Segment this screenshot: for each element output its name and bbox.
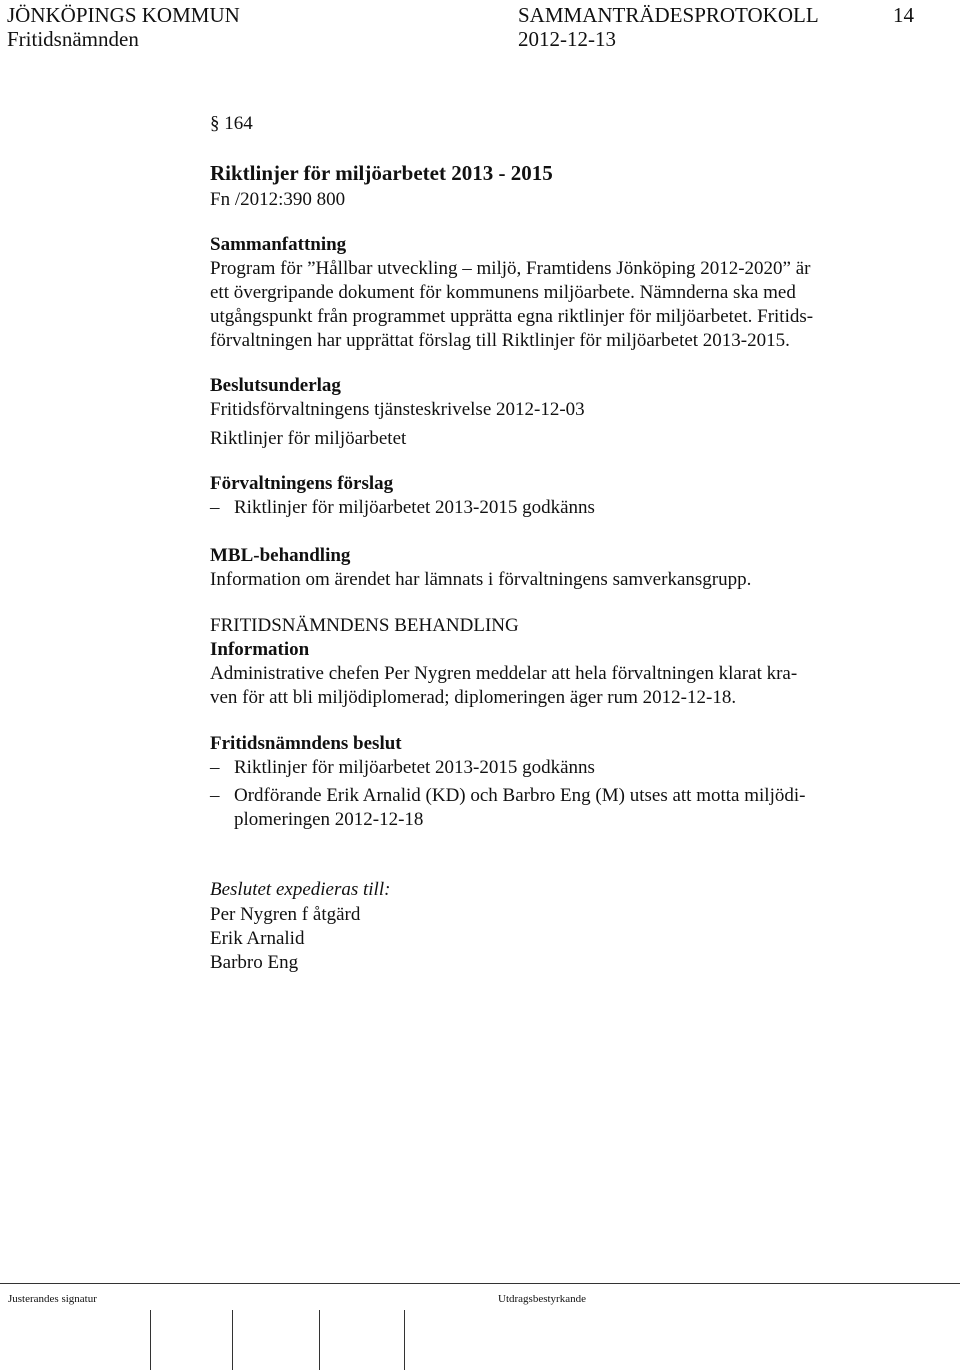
signature-label: Justerandes signatur <box>8 1293 97 1305</box>
extract-certification-label: Utdragsbestyrkande <box>498 1293 586 1305</box>
mbl-heading: MBL-behandling <box>210 545 351 566</box>
information-line: ven för att bli miljödiplomerad; diplomeringen äger rum 2012-12-18. <box>210 687 737 708</box>
distribution-recipient: Erik Arnalid <box>210 928 305 949</box>
committee-handling-heading: FRITIDSNÄMNDENS BEHANDLING <box>210 615 519 636</box>
summary-line: ett övergripande dokument för kommunens miljöarbete. Nämnderna ska med <box>210 282 796 303</box>
proposal-dash: – <box>210 497 220 518</box>
distribution-recipient: Barbro Eng <box>210 952 299 973</box>
distribution-recipient: Per Nygren f åtgärd <box>210 904 361 925</box>
summary-line: utgångspunkt från programmet upprätta egna riktlinjer för miljöarbetet. Fritids- <box>210 306 814 327</box>
decision-basis-item: Fritidsförvaltningens tjänsteskrivelse 2012-12-03 <box>210 399 585 420</box>
summary-heading: Sammanfattning <box>210 234 347 255</box>
footer-divider <box>0 1283 960 1284</box>
signature-box-divider <box>150 1310 151 1370</box>
committee-name: Fritidsnämnden <box>7 27 139 51</box>
information-subheading: Information <box>210 639 310 660</box>
decision-basis-item: Riktlinjer för miljöarbetet <box>210 428 407 449</box>
proposal-heading: Förvaltningens förslag <box>210 473 394 494</box>
section-title: Riktlinjer för miljöarbetet 2013 - 2015 <box>210 161 553 185</box>
decision-item: Riktlinjer för miljöarbetet 2013-2015 godkänns <box>234 757 595 778</box>
meeting-date: 2012-12-13 <box>518 27 616 51</box>
document-type: SAMMANTRÄDESPROTOKOLL <box>518 3 819 27</box>
decision-item-continued: plomeringen 2012-12-18 <box>234 809 424 830</box>
paragraph-number: § 164 <box>210 113 253 134</box>
municipality-name: JÖNKÖPINGS KOMMUN <box>7 3 240 27</box>
signature-box-divider <box>319 1310 320 1370</box>
mbl-text: Information om ärendet har lämnats i förvaltningens samverkansgrupp. <box>210 569 752 590</box>
decision-heading: Fritidsnämndens beslut <box>210 733 402 754</box>
decision-dash: – <box>210 785 220 806</box>
page-number: 14 <box>893 3 914 27</box>
distribution-heading: Beslutet expedieras till: <box>210 879 391 900</box>
signature-box-divider <box>404 1310 405 1370</box>
summary-line: förvaltningen har upprättat förslag till Riktlinjer för miljöarbetet 2013-2015. <box>210 330 790 351</box>
signature-box-divider <box>232 1310 233 1370</box>
decision-item: Ordförande Erik Arnalid (KD) och Barbro Eng (M) utses att motta miljödi- <box>234 785 806 806</box>
decision-dash: – <box>210 757 220 778</box>
decision-basis-heading: Beslutsunderlag <box>210 375 341 396</box>
case-reference: Fn /2012:390 800 <box>210 189 346 210</box>
summary-line: Program för ”Hållbar utveckling – miljö, Framtidens Jönköping 2012-2020” är <box>210 258 811 279</box>
information-line: Administrative chefen Per Nygren meddelar att hela förvaltningen klarat kra- <box>210 663 798 684</box>
proposal-item: Riktlinjer för miljöarbetet 2013-2015 godkänns <box>234 497 595 518</box>
